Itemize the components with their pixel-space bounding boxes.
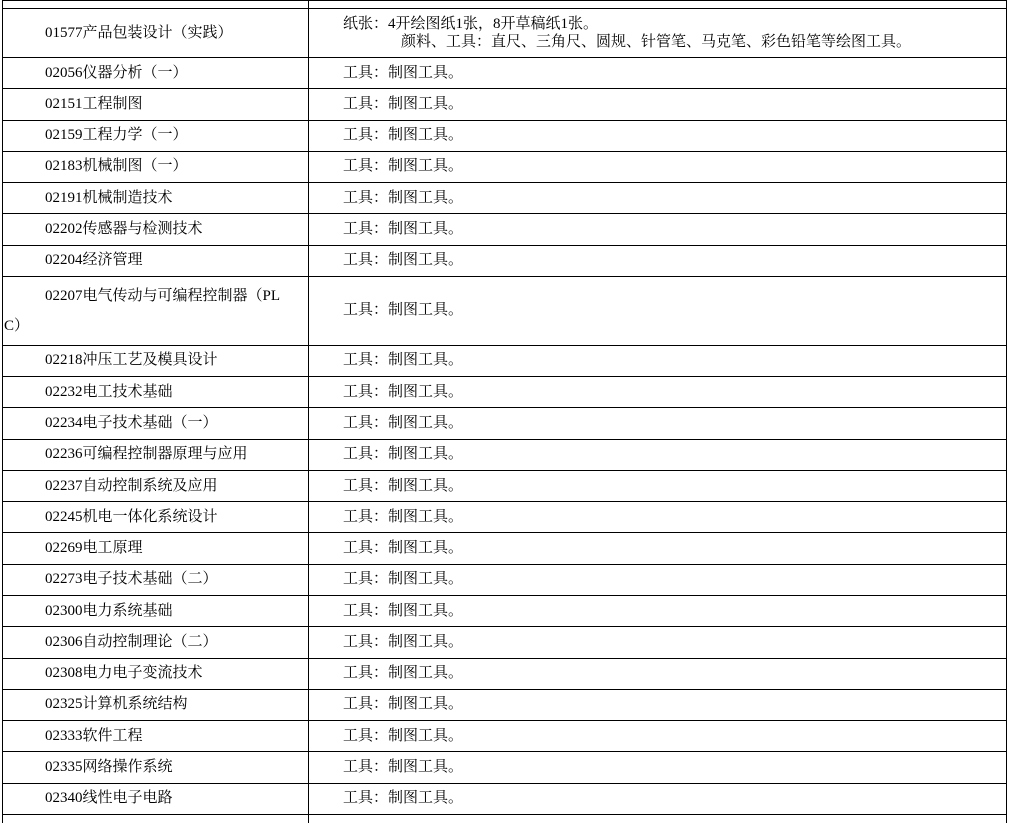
table-row xyxy=(3,183,1007,214)
table-row xyxy=(3,9,1007,58)
course-text: 02269电工原理 xyxy=(45,540,143,557)
course-cell xyxy=(3,276,309,345)
requirements-text: 工具：制图工具。 xyxy=(343,633,464,650)
course-cell xyxy=(3,721,309,752)
table-row-partial-top xyxy=(3,1,1007,9)
course-cell xyxy=(3,89,309,120)
requirements-text: 工具：制图工具。 xyxy=(343,571,464,588)
requirements-text: 工具：制图工具。 xyxy=(343,383,464,400)
course-text: 02151工程制图 xyxy=(45,95,143,112)
requirements-cell xyxy=(309,815,1007,823)
course-cell xyxy=(3,377,309,408)
course-cell xyxy=(3,595,309,626)
requirements-text: 工具：制图工具。 xyxy=(343,189,464,206)
course-cell xyxy=(3,58,309,89)
requirements-cell xyxy=(309,214,1007,245)
requirements-cell xyxy=(309,151,1007,182)
course-cell xyxy=(3,183,309,214)
requirements-text: 工具：制图工具。 xyxy=(343,696,464,713)
requirements-cell xyxy=(309,721,1007,752)
table-row xyxy=(3,151,1007,182)
table-row xyxy=(3,752,1007,783)
table-row xyxy=(3,470,1007,501)
course-text: 02236可编程控制器原理与应用 xyxy=(45,446,248,463)
table-row xyxy=(3,377,1007,408)
course-cell xyxy=(3,533,309,564)
course-cell xyxy=(3,245,309,276)
course-cell xyxy=(3,345,309,376)
requirements-text: 工具：制图工具。 xyxy=(343,602,464,619)
table-row xyxy=(3,627,1007,658)
requirements-text: 工具：制图工具。 xyxy=(343,790,464,807)
table-row xyxy=(3,345,1007,376)
table-row xyxy=(3,502,1007,533)
course-text: 02340线性电子电路 xyxy=(45,790,173,807)
requirements-text: 工具：制图工具。 xyxy=(343,220,464,237)
requirements-text: 工具：制图工具。 xyxy=(343,540,464,557)
course-cell xyxy=(3,689,309,720)
table-row xyxy=(3,408,1007,439)
requirements-text: 工具：制图工具。 xyxy=(343,64,464,81)
requirements-text-line2: 颜料、工具：直尺、三角尺、圆规、针管笔、马克笔、彩色铅笔等绘图工具。 xyxy=(401,34,912,50)
requirements-cell xyxy=(309,689,1007,720)
requirements-text: 工具：制图工具。 xyxy=(343,477,464,494)
course-text: 02245机电一体化系统设计 xyxy=(45,508,218,525)
course-cell xyxy=(3,9,309,58)
course-text: 02183机械制图（一） xyxy=(45,158,188,175)
requirements-text: 工具：制图工具。 xyxy=(343,508,464,525)
requirements-cell xyxy=(309,1,1007,9)
requirements-text: 工具：制图工具。 xyxy=(343,415,464,432)
requirements-text: 工具：制图工具。 xyxy=(343,95,464,112)
course-text: 02335网络操作系统 xyxy=(45,758,173,775)
course-text: 02333软件工程 xyxy=(45,727,143,744)
table-row xyxy=(3,58,1007,89)
course-text: 02056仪器分析（一） xyxy=(45,64,188,81)
course-cell xyxy=(3,564,309,595)
requirements-cell xyxy=(309,276,1007,345)
course-cell xyxy=(3,120,309,151)
course-text: 02325计算机系统结构 xyxy=(45,696,188,713)
requirements-cell xyxy=(309,439,1007,470)
course-cell xyxy=(3,408,309,439)
table-row xyxy=(3,564,1007,595)
table-row xyxy=(3,439,1007,470)
requirements-cell xyxy=(309,783,1007,814)
table-row-partial-bottom xyxy=(3,815,1007,823)
course-cell xyxy=(3,1,309,9)
course-cell xyxy=(3,502,309,533)
table-row xyxy=(3,276,1007,345)
course-cell xyxy=(3,658,309,689)
requirements-text: 工具：制图工具。 xyxy=(343,758,464,775)
course-text: 02232电工技术基础 xyxy=(45,383,173,400)
requirements-cell xyxy=(309,377,1007,408)
course-text-line1: 02207电气传动与可编程控制器（PL xyxy=(45,287,281,304)
course-text: 02300电力系统基础 xyxy=(45,602,173,619)
course-cell xyxy=(3,214,309,245)
course-text: 02159工程力学（一） xyxy=(45,127,188,144)
requirements-cell xyxy=(309,9,1007,58)
requirements-text: 工具：制图工具。 xyxy=(343,665,464,682)
requirements-cell xyxy=(309,595,1007,626)
requirements-cell xyxy=(309,345,1007,376)
course-text: 02204经济管理 xyxy=(45,252,143,269)
requirements-cell xyxy=(309,627,1007,658)
table-row xyxy=(3,214,1007,245)
table-row xyxy=(3,245,1007,276)
table-row xyxy=(3,783,1007,814)
requirements-cell xyxy=(309,245,1007,276)
requirements-cell xyxy=(309,408,1007,439)
table-row xyxy=(3,89,1007,120)
table-row xyxy=(3,689,1007,720)
course-cell xyxy=(3,752,309,783)
table-row xyxy=(3,658,1007,689)
requirements-text: 工具：制图工具。 xyxy=(343,446,464,463)
course-text: 02191机械制造技术 xyxy=(45,189,173,206)
table-row xyxy=(3,533,1007,564)
requirements-text: 工具：制图工具。 xyxy=(343,158,464,175)
requirements-cell xyxy=(309,183,1007,214)
course-text: 02306自动控制理论（二） xyxy=(45,633,218,650)
course-cell xyxy=(3,627,309,658)
requirements-cell xyxy=(309,89,1007,120)
course-cell xyxy=(3,151,309,182)
requirements-text: 工具：制图工具。 xyxy=(343,252,464,269)
course-text-line2: C） xyxy=(4,317,30,334)
course-text: 02237自动控制系统及应用 xyxy=(45,477,218,494)
course-text: 02273电子技术基础（二） xyxy=(45,571,218,588)
requirements-cell xyxy=(309,470,1007,501)
course-cell xyxy=(3,470,309,501)
table-row xyxy=(3,120,1007,151)
requirements-text: 工具：制图工具。 xyxy=(343,352,464,369)
course-text: 02202传感器与检测技术 xyxy=(45,220,203,237)
course-cell xyxy=(3,439,309,470)
requirements-text: 工具：制图工具。 xyxy=(343,302,464,319)
course-text: 02218冲压工艺及模具设计 xyxy=(45,352,218,369)
requirements-text: 工具：制图工具。 xyxy=(343,127,464,144)
course-text: 01577产品包装设计（实践） xyxy=(45,24,233,41)
requirements-cell xyxy=(309,120,1007,151)
table-row xyxy=(3,721,1007,752)
requirements-text-line1: 纸张：4开绘图纸1张，8开草稿纸1张。 xyxy=(343,16,599,32)
course-materials-table xyxy=(2,0,1007,823)
course-text: 02308电力电子变流技术 xyxy=(45,665,203,682)
requirements-cell xyxy=(309,502,1007,533)
table-row xyxy=(3,595,1007,626)
course-cell xyxy=(3,815,309,823)
requirements-cell xyxy=(309,658,1007,689)
requirements-cell xyxy=(309,58,1007,89)
requirements-cell xyxy=(309,752,1007,783)
requirements-cell xyxy=(309,533,1007,564)
course-text: 02234电子技术基础（一） xyxy=(45,415,218,432)
course-cell xyxy=(3,783,309,814)
requirements-text: 工具：制图工具。 xyxy=(343,727,464,744)
requirements-cell xyxy=(309,564,1007,595)
